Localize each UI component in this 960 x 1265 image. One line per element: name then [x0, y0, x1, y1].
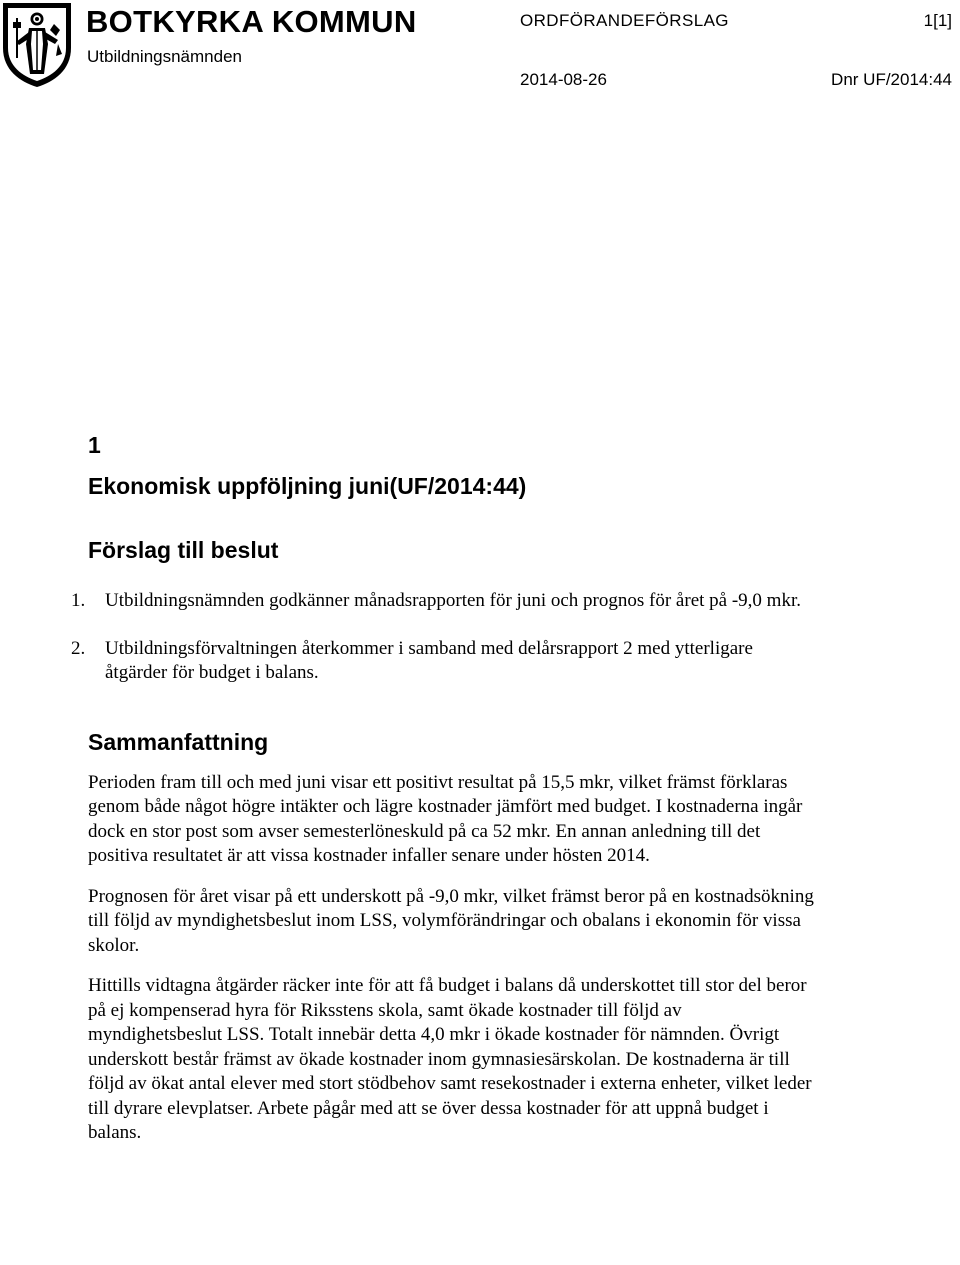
- decision-number: 2.: [71, 637, 86, 659]
- department-name: Utbildningsnämnden: [87, 47, 242, 66]
- agenda-item-number: 1: [88, 432, 101, 458]
- summary-paragraph: Hittills vidtagna åtgärder räcker inte för att få budget i balans då underskottet till stor del beror på ej kompenserad hyra för Riksstens skola, samt ökade kostnader till följd av myndighetsbeslut LSS. Totalt innebär detta 4,0 mkr i ökade kostnader för nämnden. Övrigt underskott består främst av ökade kostnader inom gymnasiesärskolan. De kostnaderna är till följd av ökat antal elever med stort stödbehov samt resekostnader i externa enheter, vilket leder till dyrare elevplatser. Arbete pågår med att se över dessa kostnader för att uppnå budget i balans.: [88, 975, 812, 1143]
- document-type: ORDFÖRANDEFÖRSLAG: [520, 11, 729, 30]
- summary-paragraph: Prognosen för året visar på ett underskott på -9,0 mkr, vilket främst beror på en kostnadsökning till följd av myndighetsbeslut inom LSS, volymförändringar och obalans i ekonomin för vissa skolor.: [88, 885, 814, 956]
- summary-heading: Sammanfattning: [88, 728, 269, 755]
- decision-item: [71, 589, 818, 614]
- decision-text: Utbildningsförvaltningen återkommer i samband med delårsrapport 2 med ytterligare åtgärder för budget i balans.: [105, 637, 753, 683]
- decision-number: 1.: [71, 590, 86, 611]
- registration-number: Dnr UF/2014:44: [831, 70, 952, 89]
- document-date: 2014-08-26: [520, 70, 607, 89]
- coat-of-arms-logo: [0, 0, 74, 88]
- decision-item: [71, 637, 818, 686]
- proposal-heading: Förslag till beslut: [88, 537, 279, 563]
- decision-list: [71, 589, 818, 686]
- organization-name: BOTKYRKA KOMMUN: [86, 4, 417, 39]
- summary-paragraph: Perioden fram till och med juni visar ett positivt resultat på 15,5 mkr, vilket främst förklaras genom både något högre intäkter och lägre kostnader jämfört med budget. I kostnaderna ingår dock en stor post som avser semesterlöneskuld på ca 52 mkr. En annan anledning till det positiva resultatet är att vissa kostnader infaller senare under hösten 2014.: [88, 771, 803, 866]
- document-body: [71, 430, 818, 1146]
- document-title: Ekonomisk uppföljning juni(UF/2014:44): [88, 473, 527, 499]
- page-number: 1[1]: [923, 11, 952, 30]
- decision-text: Utbildningsnämnden godkänner månadsrapporten för juni och prognos för året på -9,0 mkr.: [105, 590, 801, 611]
